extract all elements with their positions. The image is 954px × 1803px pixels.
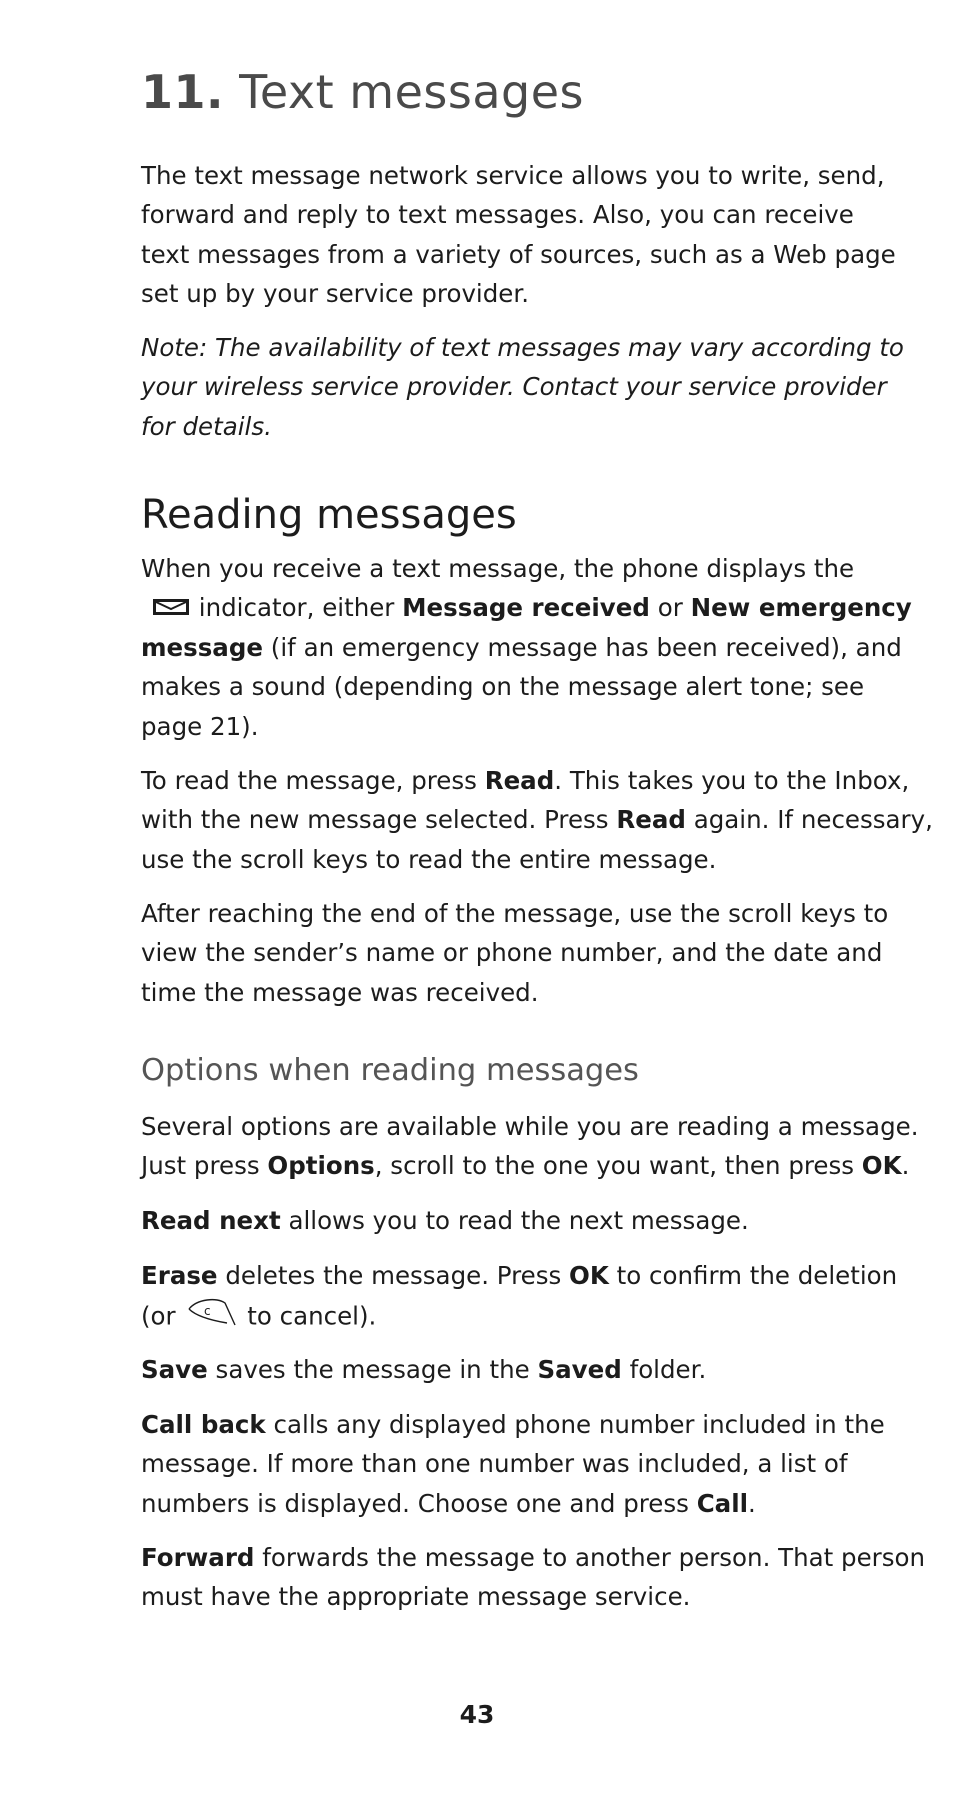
reading-paragraph-1: When you receive a text message, the phone displays the indicator, either Message received or New emergency message (if an emergency message has been received), and makes a sound (depending on the message alert tone; see page 21). (141, 554, 912, 741)
option-save: Save saves the message in the Saved folder. (141, 1355, 707, 1384)
chapter-title (141, 62, 584, 122)
option-call-back: Call back calls any displayed phone number included in the message. If more than one number was included, a list of numbers is displayed. Choose one and press Call. (141, 1410, 885, 1518)
section-heading-reading: Reading messages (141, 492, 517, 538)
option-forward: Forward forwards the message to another person. That person must have the appropriate message service. (141, 1543, 926, 1612)
reading-paragraph-3: After reaching the end of the message, use the scroll keys to view the sender’s name or phone number, and the date and time the message was received. (141, 899, 889, 1007)
option-erase: Erase deletes the message. Press OK to confirm the deletion (or c to cancel). (141, 1256, 881, 1335)
clear-key-icon (183, 1295, 239, 1340)
subsection-heading-options: Options when reading messages (141, 1053, 639, 1088)
chapter-number: 11. (141, 65, 224, 119)
options-intro-paragraph: Several options are available while you are reading a message. Just press Options, scroll to the one you want, then press OK. (141, 1112, 919, 1181)
chapter-title-text: Text messages (239, 65, 584, 119)
option-read-next: Read next allows you to read the next message. (141, 1206, 749, 1235)
svg-text:c: c (204, 1304, 212, 1319)
note-paragraph: Note: The availability of text messages may vary according to your wireless service provider. Contact your service provider for details. (141, 333, 904, 441)
page-number: 43 (459, 1700, 495, 1729)
intro-paragraph: The text message network service allows you to write, send, forward and reply to text messages. Also, you can receive text messages from a variety of sources, such as a Web page set up by your service provider. (141, 161, 896, 309)
envelope-icon (141, 590, 191, 629)
reading-paragraph-2: To read the message, press Read. This takes you to the Inbox, with the new message selected. Press Read again. If necessary, use the scroll keys to read the entire message. (141, 766, 933, 874)
